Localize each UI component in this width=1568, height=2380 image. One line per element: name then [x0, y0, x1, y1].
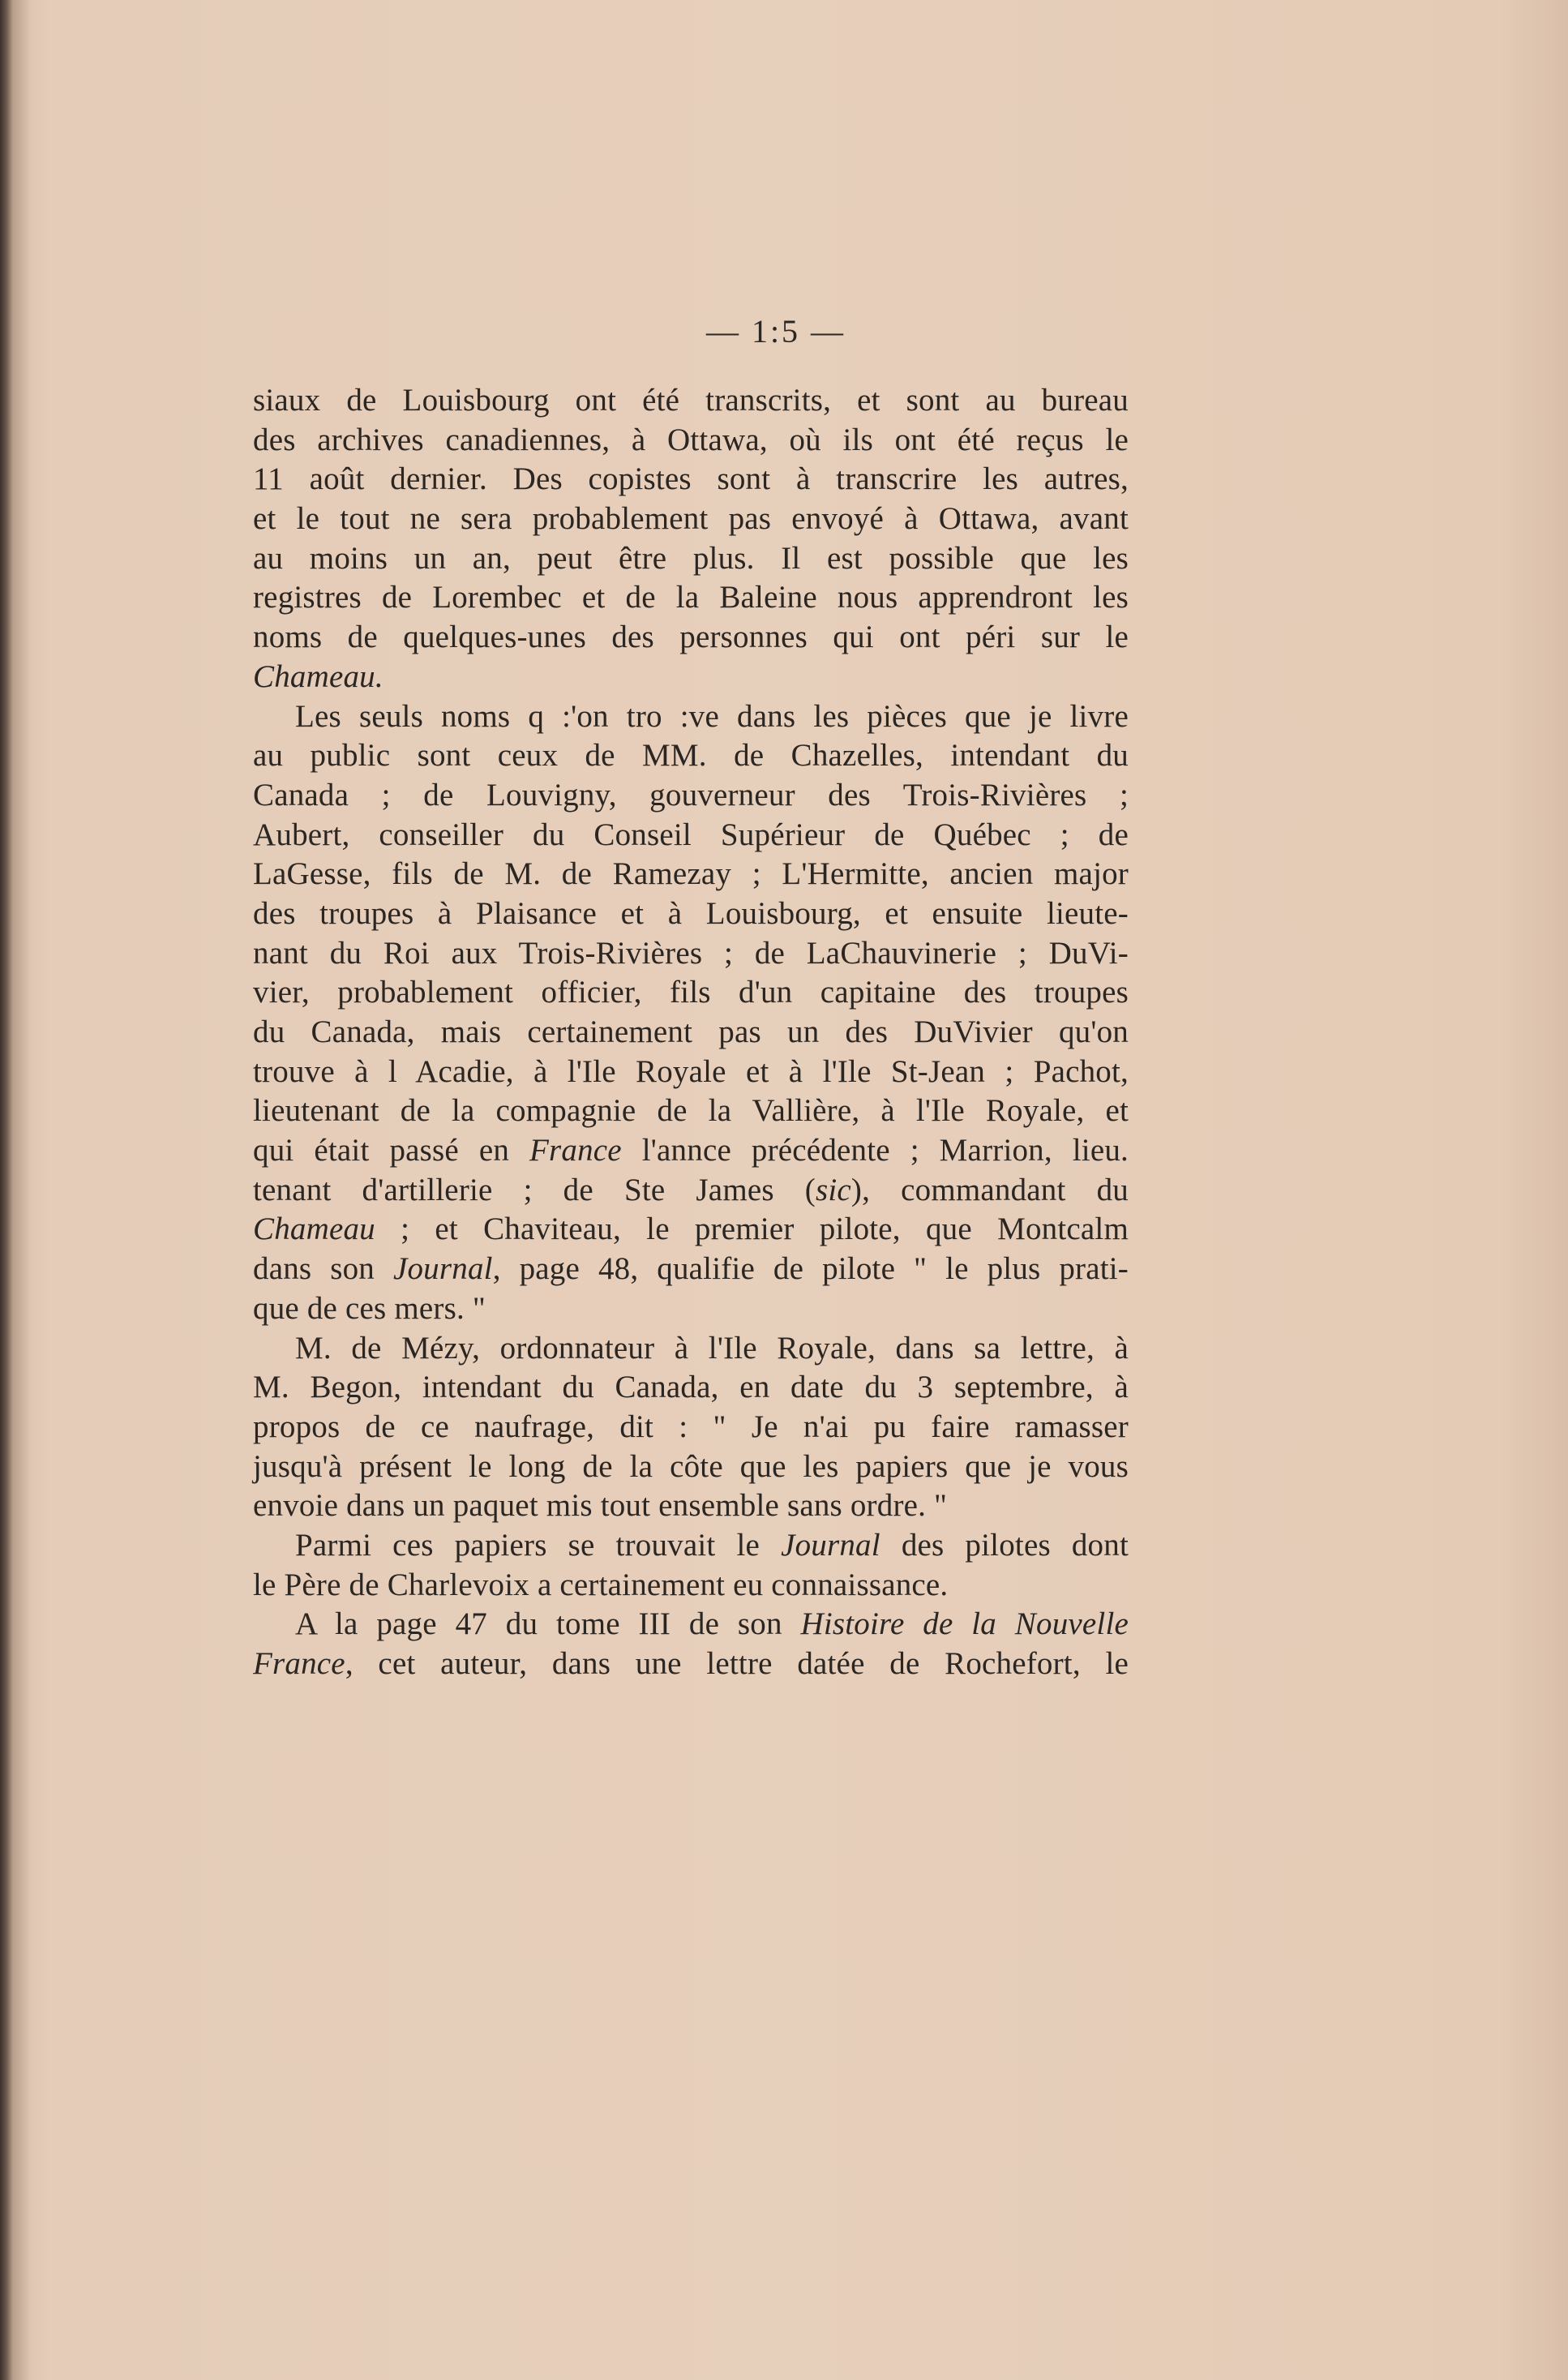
- text-line: siaux de Louisbourg ont été transcrits, et sont au bureau: [253, 383, 1129, 418]
- text-line: au moins un an, peut être plus. Il est possible que les: [253, 540, 1129, 576]
- text-line: lieutenant de la compagnie de la Vallière, à l'Ile Royale, et: [253, 1093, 1129, 1129]
- text-line: le Père de Charlevoix a certainement eu connaissance.: [253, 1567, 949, 1602]
- text-line: et le tout ne sera probablement pas envoyé à Ottawa, avant: [253, 501, 1129, 537]
- text-line: que de ces mers. ": [253, 1290, 486, 1326]
- text-line: noms de quelques-unes des personnes qui ont péri sur le: [253, 620, 1129, 655]
- body-text: [253, 381, 1129, 1684]
- text-line: au public sont ceux de MM. de Chazelles, intendant du: [253, 738, 1129, 774]
- text-line: propos de ce naufrage, dit : " Je n'ai pu faire ramasser: [253, 1409, 1129, 1444]
- text-line: Chameau ; et Chaviteau, le premier pilote, que Montcalm: [253, 1211, 1129, 1247]
- text-line: France, cet auteur, dans une lettre datée de Rochefort, le: [253, 1646, 1129, 1681]
- text-line: des troupes à Plaisance et à Louisbourg, et ensuite lieute-: [253, 895, 1129, 931]
- text-line: trouve à l Acadie, à l'Ile Royale et à l'Ile St-Jean ; Pachot,: [253, 1053, 1129, 1089]
- text-line: Chameau.: [253, 658, 383, 694]
- text-line: M. Begon, intendant du Canada, en date du 3 septembre, à: [253, 1370, 1129, 1405]
- text-line: LaGesse, fils de M. de Ramezay ; L'Hermitte, ancien major: [253, 856, 1129, 892]
- text-line: qui était passé en France l'annce précédente ; Marrion, lieu.: [253, 1133, 1129, 1169]
- paragraph-first-line: M. de Mézy, ordonnateur à l'Ile Royale, dans sa lettre, à: [295, 1330, 1129, 1366]
- text-line: Canada ; de Louvigny, gouverneur des Trois-Rivières ;: [253, 777, 1129, 813]
- paragraph-first-line: Les seuls noms q :'on tro :ve dans les pièces que je livre: [295, 698, 1129, 734]
- text-line: dans son Journal, page 48, qualifie de pilote " le plus prati-: [253, 1251, 1129, 1287]
- text-line: Aubert, conseiller du Conseil Supérieur de Québec ; de: [253, 817, 1129, 852]
- gutter-shadow: [13, 0, 31, 2380]
- page-number: — 1:5 —: [705, 313, 846, 349]
- text-line: du Canada, mais certainement pas un des DuVivier qu'on: [253, 1014, 1129, 1049]
- text-line: tenant d'artillerie ; de Ste James (sic), commandant du: [253, 1172, 1129, 1207]
- paragraph-first-line: Parmi ces papiers se trouvait le Journal des pilotes dont: [295, 1527, 1129, 1563]
- book-spine: [0, 0, 13, 2380]
- text-line: registres de Lorembec et de la Baleine nous apprendront les: [253, 580, 1129, 615]
- text-line: nant du Roi aux Trois-Rivières ; de LaChauvinerie ; DuVi-: [253, 935, 1129, 971]
- text-line: vier, probablement officier, fils d'un capitaine des troupes: [253, 975, 1129, 1010]
- text-line: envoie dans un paquet mis tout ensemble sans ordre. ": [253, 1488, 948, 1524]
- text-line: jusqu'à présent le long de la côte que les papiers que je vous: [253, 1448, 1129, 1484]
- paragraph-first-line: A la page 47 du tome III de son Histoire de la Nouvelle: [295, 1606, 1129, 1642]
- text-line: 11 août dernier. Des copistes sont à transcrire les autres,: [253, 461, 1129, 497]
- text-line: des archives canadiennes, à Ottawa, où ils ont été reçus le: [253, 422, 1129, 457]
